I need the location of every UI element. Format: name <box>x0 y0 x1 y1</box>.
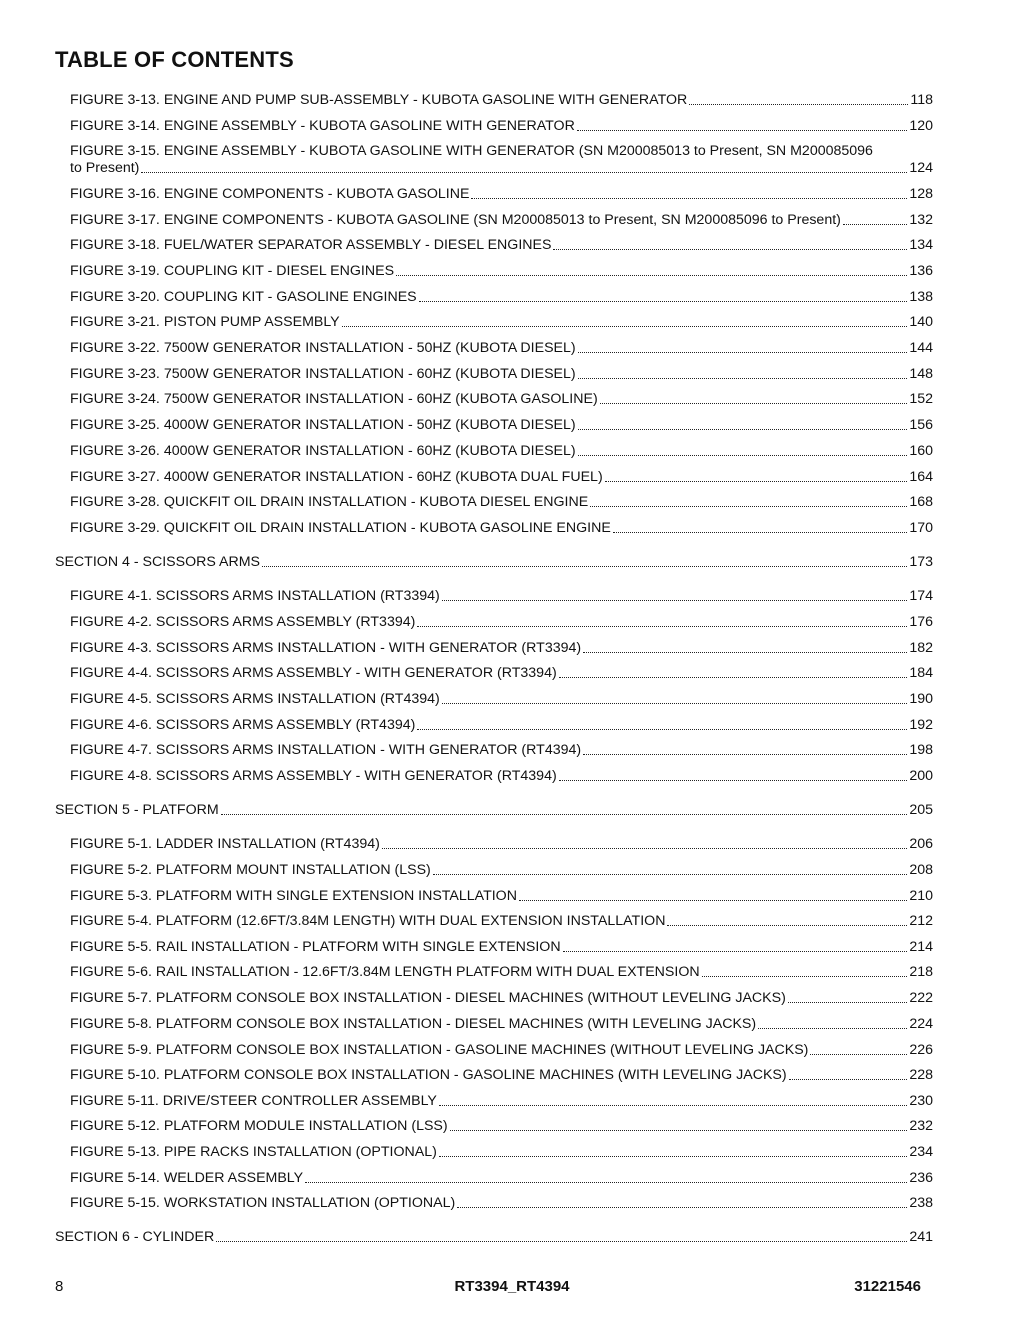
toc-section-label: SECTION 6 - CYLINDER <box>55 1229 215 1245</box>
toc-entry-fig-4-2[interactable] <box>70 614 933 631</box>
toc-entry-fig-4-7[interactable] <box>70 742 933 759</box>
toc-entry-page: 205 <box>909 802 933 818</box>
toc-entry-fig-3-28[interactable] <box>70 494 933 511</box>
toc-entry-page: 214 <box>909 939 933 955</box>
toc-entry-label: FIGURE 5-10. PLATFORM CONSOLE BOX INSTALLATION - GASOLINE MACHINES (WITH LEVELING JACKS) <box>70 1067 787 1083</box>
toc-entry-page: 212 <box>909 913 933 929</box>
toc-entry-label: FIGURE 5-5. RAIL INSTALLATION - PLATFORM WITH SINGLE EXTENSION <box>70 939 561 955</box>
toc-entry-page: 124 <box>909 160 933 176</box>
toc-entry-label: FIGURE 5-6. RAIL INSTALLATION - 12.6FT/3.84M LENGTH PLATFORM WITH DUAL EXTENSION <box>70 964 700 980</box>
toc-entry-page: 192 <box>909 717 933 733</box>
toc-entry-page: 140 <box>909 314 933 330</box>
toc-entry-page: 222 <box>909 990 933 1006</box>
toc-entry-page: 232 <box>909 1118 933 1134</box>
toc-entry-label: FIGURE 3-26. 4000W GENERATOR INSTALLATION - 60HZ (KUBOTA DIESEL) <box>70 443 576 459</box>
toc-entry-fig-5-11[interactable] <box>70 1093 933 1110</box>
toc-entry-fig-5-7[interactable] <box>70 990 933 1007</box>
dot-leader <box>442 703 908 704</box>
toc-entry-label: FIGURE 3-29. QUICKFIT OIL DRAIN INSTALLATION - KUBOTA GASOLINE ENGINE <box>70 520 611 536</box>
toc-entry-label: FIGURE 3-23. 7500W GENERATOR INSTALLATION - 60HZ (KUBOTA DIESEL) <box>70 366 576 382</box>
dot-leader <box>262 566 907 567</box>
toc-entry-label: FIGURE 3-14. ENGINE ASSEMBLY - KUBOTA GASOLINE WITH GENERATOR <box>70 118 575 134</box>
toc-entry-label: FIGURE 5-14. WELDER ASSEMBLY <box>70 1170 304 1186</box>
toc-entry-page: 160 <box>909 443 933 459</box>
toc-entry-label: FIGURE 3-28. QUICKFIT OIL DRAIN INSTALLATION - KUBOTA DIESEL ENGINE <box>70 494 589 510</box>
dot-leader <box>577 130 908 131</box>
dot-leader <box>578 378 908 379</box>
dot-leader <box>471 198 907 199</box>
toc-entry-page: 241 <box>909 1229 933 1245</box>
toc-entry-label: FIGURE 5-13. PIPE RACKS INSTALLATION (OPTIONAL) <box>70 1144 437 1160</box>
dot-leader <box>442 600 908 601</box>
toc-entry-page: 138 <box>909 289 933 305</box>
toc-section-6[interactable] <box>55 1229 933 1246</box>
dot-leader <box>519 900 907 901</box>
toc-entry-fig-3-21[interactable] <box>70 314 933 331</box>
dot-leader <box>382 848 907 849</box>
toc-entry-label: FIGURE 4-8. SCISSORS ARMS ASSEMBLY - WITH GENERATOR (RT4394) <box>70 768 557 784</box>
toc-entry-page: 168 <box>909 494 933 510</box>
toc-entry-label: FIGURE 3-17. ENGINE COMPONENTS - KUBOTA GASOLINE (SN M200085013 to Present, SN M200085096 to Present) <box>70 212 841 228</box>
toc-entry-label: FIGURE 3-25. 4000W GENERATOR INSTALLATION - 50HZ (KUBOTA DIESEL) <box>70 417 576 433</box>
dot-leader <box>396 275 907 276</box>
toc-entry-page: 152 <box>909 391 933 407</box>
dot-leader <box>789 1079 908 1080</box>
dot-leader <box>559 677 908 678</box>
toc-entry-fig-5-4[interactable] <box>70 913 933 930</box>
dot-leader <box>141 172 907 173</box>
toc-entry-page: 198 <box>909 742 933 758</box>
toc-entry-label: FIGURE 3-13. ENGINE AND PUMP SUB-ASSEMBLY - KUBOTA GASOLINE WITH GENERATOR <box>70 92 688 108</box>
toc-entry-fig-3-15[interactable] <box>70 143 933 177</box>
page-title: TABLE OF CONTENTS <box>55 47 294 72</box>
toc-entry-page: 224 <box>909 1016 933 1032</box>
toc-entry-fig-4-3[interactable] <box>70 640 933 657</box>
toc-entry-label: FIGURE 3-21. PISTON PUMP ASSEMBLY <box>70 314 340 330</box>
dot-leader <box>605 481 908 482</box>
footer-page-number: 8 <box>55 1278 64 1295</box>
toc-entry-label: FIGURE 4-5. SCISSORS ARMS INSTALLATION (RT4394) <box>70 691 440 707</box>
toc-entry-label: FIGURE 5-2. PLATFORM MOUNT INSTALLATION (LSS) <box>70 862 431 878</box>
toc-entry-fig-5-3[interactable] <box>70 888 933 905</box>
toc-section-label: SECTION 5 - PLATFORM <box>55 802 219 818</box>
toc-entry-fig-5-12[interactable] <box>70 1118 933 1135</box>
toc-entry-fig-3-19[interactable] <box>70 263 933 280</box>
dot-leader <box>417 626 907 627</box>
toc-entry-fig-4-4[interactable] <box>70 665 933 682</box>
dot-leader <box>583 652 907 653</box>
dot-leader <box>843 224 907 225</box>
toc-entry-label: FIGURE 4-2. SCISSORS ARMS ASSEMBLY (RT3394) <box>70 614 416 630</box>
toc-entry-fig-5-14[interactable] <box>70 1170 933 1187</box>
toc-entry-fig-4-6[interactable] <box>70 717 933 734</box>
toc-entry-page: 134 <box>909 237 933 253</box>
dot-leader <box>559 780 908 781</box>
toc-entry-label: FIGURE 5-11. DRIVE/STEER CONTROLLER ASSEMBLY <box>70 1093 437 1109</box>
dot-leader <box>450 1130 908 1131</box>
dot-leader <box>216 1241 907 1242</box>
dot-leader <box>600 403 908 404</box>
toc-entry-fig-3-26[interactable] <box>70 443 933 460</box>
toc-entry-label: FIGURE 3-27. 4000W GENERATOR INSTALLATION - 60HZ (KUBOTA DUAL FUEL) <box>70 469 603 485</box>
toc-entry-label: FIGURE 5-12. PLATFORM MODULE INSTALLATION (LSS) <box>70 1118 448 1134</box>
toc-entry-page: 208 <box>909 862 933 878</box>
toc-entry-label: FIGURE 4-3. SCISSORS ARMS INSTALLATION - WITH GENERATOR (RT3394) <box>70 640 582 656</box>
toc-entry-page: 236 <box>909 1170 933 1186</box>
dot-leader <box>613 532 908 533</box>
toc-section-label: SECTION 4 - SCISSORS ARMS <box>55 554 260 570</box>
toc-entry-page: 210 <box>909 888 933 904</box>
dot-leader <box>702 976 908 977</box>
toc-entry-page: 170 <box>909 520 933 536</box>
toc-entry-label: FIGURE 5-8. PLATFORM CONSOLE BOX INSTALLATION - DIESEL MACHINES (WITH LEVELING JACKS) <box>70 1016 757 1032</box>
toc-entry-label: FIGURE 3-16. ENGINE COMPONENTS - KUBOTA GASOLINE <box>70 186 470 202</box>
dot-leader <box>439 1105 907 1106</box>
toc-entry-label: FIGURE 4-1. SCISSORS ARMS INSTALLATION (RT3394) <box>70 588 440 604</box>
toc-entry-fig-3-17[interactable] <box>70 212 933 229</box>
toc-entry-page: 218 <box>909 964 933 980</box>
toc-entry-page: 238 <box>909 1195 933 1211</box>
toc-entry-page: 184 <box>909 665 933 681</box>
toc-entry-label: FIGURE 5-1. LADDER INSTALLATION (RT4394) <box>70 836 380 852</box>
toc-entry-page: 132 <box>909 212 933 228</box>
toc-entry-page: 136 <box>909 263 933 279</box>
toc-entry-fig-3-27[interactable] <box>70 469 933 486</box>
toc-entry-label: FIGURE 3-24. 7500W GENERATOR INSTALLATION - 60HZ (KUBOTA GASOLINE) <box>70 391 598 407</box>
toc-entry-fig-4-8[interactable] <box>70 768 933 785</box>
dot-leader <box>433 874 908 875</box>
dot-leader <box>221 814 908 815</box>
toc-entry-fig-5-13[interactable] <box>70 1144 933 1161</box>
toc-entry-label: FIGURE 3-22. 7500W GENERATOR INSTALLATION - 50HZ (KUBOTA DIESEL) <box>70 340 576 356</box>
toc-entry-fig-5-1[interactable] <box>70 836 933 853</box>
dot-leader <box>578 429 908 430</box>
dot-leader <box>563 951 908 952</box>
toc-entry-fig-4-1[interactable] <box>70 588 933 605</box>
toc-entry-fig-3-20[interactable] <box>70 289 933 306</box>
toc-entry-fig-5-2[interactable] <box>70 862 933 879</box>
toc-entry-fig-5-9[interactable] <box>70 1042 933 1059</box>
toc-entry-fig-5-8[interactable] <box>70 1016 933 1033</box>
toc-entry-label: FIGURE 5-9. PLATFORM CONSOLE BOX INSTALLATION - GASOLINE MACHINES (WITHOUT LEVELING JACKS) <box>70 1042 809 1058</box>
toc-entry-page: 182 <box>909 640 933 656</box>
toc-entry-fig-3-22[interactable] <box>70 340 933 357</box>
dot-leader <box>305 1182 907 1183</box>
toc-entry-fig-3-29[interactable] <box>70 520 933 537</box>
toc-entry-page: 144 <box>909 340 933 356</box>
toc-entry-label: FIGURE 3-18. FUEL/WATER SEPARATOR ASSEMBLY - DIESEL ENGINES <box>70 237 552 253</box>
toc-entry-label: FIGURE 5-4. PLATFORM (12.6FT/3.84M LENGTH) WITH DUAL EXTENSION INSTALLATION <box>70 913 666 929</box>
toc-entry-fig-3-23[interactable] <box>70 366 933 383</box>
toc-entry-label: FIGURE 4-4. SCISSORS ARMS ASSEMBLY - WITH GENERATOR (RT3394) <box>70 665 557 681</box>
toc-entry-label: FIGURE 3-19. COUPLING KIT - DIESEL ENGINES <box>70 263 395 279</box>
toc-section-4[interactable] <box>55 554 933 571</box>
dot-leader <box>590 506 907 507</box>
dot-leader <box>417 729 907 730</box>
toc-entry-fig-5-6[interactable] <box>70 964 933 981</box>
toc-entry-label: FIGURE 4-7. SCISSORS ARMS INSTALLATION - WITH GENERATOR (RT4394) <box>70 742 582 758</box>
toc-entry-label: FIGURE 3-20. COUPLING KIT - GASOLINE ENGINES <box>70 289 417 305</box>
toc-entry-page: 173 <box>909 554 933 570</box>
toc-entry-page: 120 <box>909 118 933 134</box>
toc-entry-fig-3-24[interactable] <box>70 391 933 408</box>
toc-entry-fig-3-13[interactable] <box>70 92 933 109</box>
toc-entry-label: FIGURE 5-3. PLATFORM WITH SINGLE EXTENSION INSTALLATION <box>70 888 517 904</box>
toc-entry-fig-3-16[interactable] <box>70 186 933 203</box>
toc-entry-page: 226 <box>909 1042 933 1058</box>
toc-entry-page: 128 <box>909 186 933 202</box>
toc-entry-page: 228 <box>909 1067 933 1083</box>
dot-leader <box>758 1028 907 1029</box>
toc-entry-label-line1: FIGURE 3-15. ENGINE ASSEMBLY - KUBOTA GASOLINE WITH GENERATOR (SN M200085013 to Present, SN M200085096 <box>70 143 873 159</box>
toc-entry-label: FIGURE 4-6. SCISSORS ARMS ASSEMBLY (RT4394) <box>70 717 416 733</box>
dot-leader <box>342 326 908 327</box>
footer-document-number: 31221546 <box>854 1278 921 1295</box>
toc-entry-page: 164 <box>909 469 933 485</box>
dot-leader <box>810 1054 907 1055</box>
toc-entry-page: 206 <box>909 836 933 852</box>
dot-leader <box>667 925 907 926</box>
dot-leader <box>439 1156 907 1157</box>
toc-entry-page: 190 <box>909 691 933 707</box>
dot-leader <box>578 352 908 353</box>
toc-entry-page: 234 <box>909 1144 933 1160</box>
toc-entry-fig-3-14[interactable] <box>70 118 933 135</box>
toc-entry-page: 156 <box>909 417 933 433</box>
toc-entry-page: 176 <box>909 614 933 630</box>
toc-entry-fig-5-5[interactable] <box>70 939 933 956</box>
toc-entry-fig-5-10[interactable] <box>70 1067 933 1084</box>
dot-leader <box>553 249 907 250</box>
toc-entry-page: 118 <box>910 92 933 108</box>
toc-entry-label-line2: to Present) <box>70 160 140 176</box>
toc-entry-page: 174 <box>909 588 933 604</box>
toc-entry-label: FIGURE 5-15. WORKSTATION INSTALLATION (OPTIONAL) <box>70 1195 456 1211</box>
toc-entry-fig-3-25[interactable] <box>70 417 933 434</box>
dot-leader <box>689 104 908 105</box>
dot-leader <box>578 455 908 456</box>
dot-leader <box>788 1002 908 1003</box>
footer-model: RT3394_RT4394 <box>454 1278 570 1295</box>
toc-entry-fig-3-18[interactable] <box>70 237 933 254</box>
dot-leader <box>457 1207 907 1208</box>
toc-entry-label: FIGURE 5-7. PLATFORM CONSOLE BOX INSTALLATION - DIESEL MACHINES (WITHOUT LEVELING JACKS) <box>70 990 786 1006</box>
toc-entry-page: 230 <box>909 1093 933 1109</box>
toc-entry-page: 148 <box>909 366 933 382</box>
toc-entry-fig-5-15[interactable] <box>70 1195 933 1212</box>
toc-entry-fig-4-5[interactable] <box>70 691 933 708</box>
toc-entry-page: 200 <box>909 768 933 784</box>
toc-section-5[interactable] <box>55 802 933 819</box>
dot-leader <box>419 301 908 302</box>
dot-leader <box>583 754 907 755</box>
